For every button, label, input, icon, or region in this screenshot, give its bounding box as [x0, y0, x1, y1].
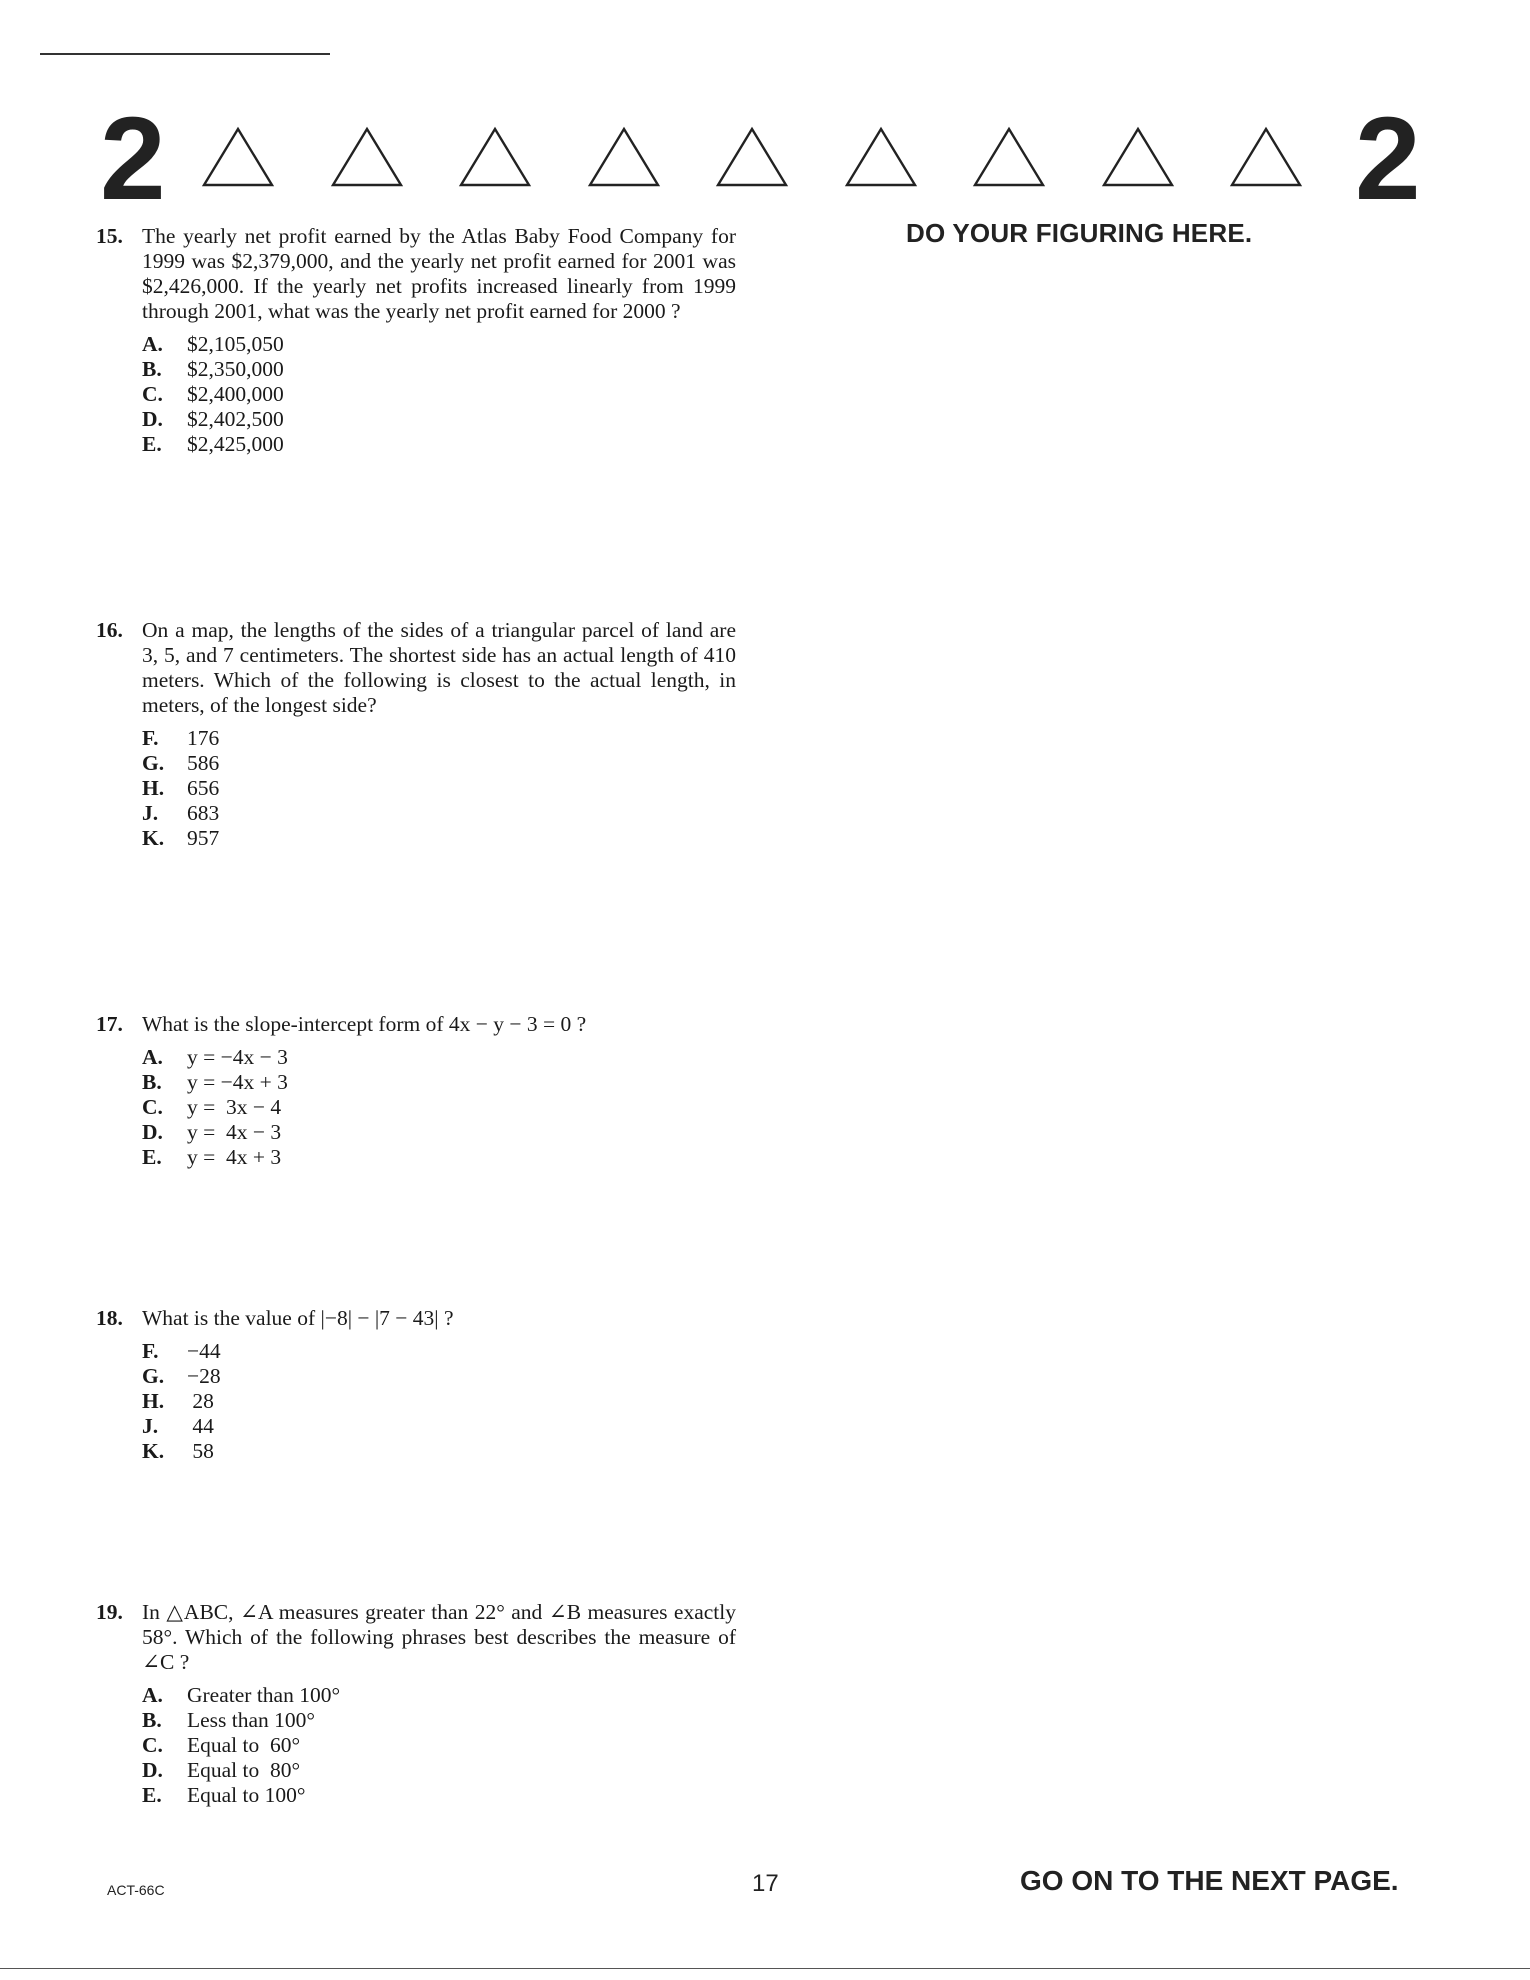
choice-value: $2,425,000	[187, 432, 284, 456]
answer-choice[interactable]	[142, 357, 736, 382]
choice-value: 656	[187, 776, 220, 800]
question-19	[96, 1600, 736, 1808]
answer-choice[interactable]	[142, 432, 736, 457]
choice-value: −28	[187, 1364, 221, 1388]
answer-choice[interactable]	[142, 332, 736, 357]
choice-label: G.	[142, 1364, 165, 1388]
answer-choices	[142, 1045, 736, 1170]
choice-label: F.	[142, 1339, 159, 1363]
answer-choice[interactable]	[142, 382, 736, 407]
choice-value: 28	[187, 1389, 214, 1413]
question-text: On a map, the lengths of the sides of a triangular parcel of land are 3, 5, and 7 centimeters. The shortest side has an actual length of 410 meters. Which of the following is closest to the actual length, in meters, of the longest side?	[142, 618, 736, 717]
triangle-icon	[1100, 125, 1176, 189]
choice-label: H.	[142, 1389, 165, 1413]
question-16	[96, 618, 736, 851]
choice-value: $2,105,050	[187, 332, 284, 356]
question-number: 18.	[96, 1306, 123, 1330]
form-code: ACT-66C	[107, 1882, 165, 1898]
answer-choice[interactable]	[142, 407, 736, 432]
triangle-icon	[1228, 125, 1304, 189]
answer-choice[interactable]	[142, 826, 736, 851]
choice-value: Greater than 100°	[187, 1683, 341, 1707]
choice-label: G.	[142, 751, 165, 775]
answer-choices	[142, 1683, 736, 1808]
choice-label: H.	[142, 776, 165, 800]
choice-value: y = 4x − 3	[187, 1120, 282, 1144]
choice-label: K.	[142, 1439, 165, 1463]
question-text: The yearly net profit earned by the Atlas Baby Food Company for 1999 was $2,379,000, and the yearly net profit earned for 2001 was $2,426,000. If the yearly net profits increased linearly from 1999 through 2001, what was the yearly net profit earned for 2000 ?	[142, 224, 736, 323]
question-18	[96, 1306, 736, 1464]
next-page-notice: GO ON TO THE NEXT PAGE.	[1020, 1865, 1399, 1896]
choice-label: K.	[142, 826, 165, 850]
choice-value: Equal to 80°	[187, 1758, 301, 1782]
answer-choice[interactable]	[142, 751, 736, 776]
answer-choices	[142, 1339, 736, 1464]
triangle-icon	[714, 125, 790, 189]
answer-choice[interactable]	[142, 1414, 736, 1439]
section-number-right: 2	[1355, 93, 1421, 225]
answer-choice[interactable]	[142, 1708, 736, 1733]
choice-label: B.	[142, 1708, 162, 1732]
triangle-icon	[586, 125, 662, 189]
answer-choice[interactable]	[142, 801, 736, 826]
choice-value: y = −4x + 3	[187, 1070, 288, 1094]
answer-choices	[142, 726, 736, 851]
choice-value: y = −4x − 3	[187, 1045, 288, 1069]
bottom-rule	[0, 1968, 1530, 1969]
answer-choice[interactable]	[142, 1783, 736, 1808]
choice-value: 586	[187, 751, 220, 775]
triangle-icon	[329, 125, 405, 189]
choice-value: $2,350,000	[187, 357, 284, 381]
triangle-icon	[971, 125, 1047, 189]
page-number: 17	[752, 1870, 779, 1897]
question-number: 16.	[96, 618, 123, 642]
choice-label: C.	[142, 1095, 163, 1119]
choice-label: J.	[142, 801, 159, 825]
choice-label: A.	[142, 1045, 163, 1069]
question-number: 17.	[96, 1012, 123, 1036]
triangle-icon	[457, 125, 533, 189]
choice-value: Less than 100°	[187, 1708, 316, 1732]
choice-value: $2,400,000	[187, 382, 284, 406]
question-17	[96, 1012, 736, 1170]
choice-value: −44	[187, 1339, 221, 1363]
choice-label: E.	[142, 1783, 162, 1807]
choice-value: $2,402,500	[187, 407, 284, 431]
answer-choice[interactable]	[142, 1683, 736, 1708]
answer-choice[interactable]	[142, 1758, 736, 1783]
choice-label: A.	[142, 332, 163, 356]
choice-value: 957	[187, 826, 220, 850]
triangle-icon	[200, 125, 276, 189]
answer-choice[interactable]	[142, 1339, 736, 1364]
answer-choice[interactable]	[142, 1070, 736, 1095]
choice-value: Equal to 100°	[187, 1783, 306, 1807]
choice-label: J.	[142, 1414, 159, 1438]
question-text: What is the slope-intercept form of 4x − y − 3 = 0 ?	[142, 1012, 587, 1036]
answer-choice[interactable]	[142, 776, 736, 801]
answer-choice[interactable]	[142, 1045, 736, 1070]
choice-label: D.	[142, 1120, 163, 1144]
answer-choice[interactable]	[142, 1733, 736, 1758]
choice-value: 683	[187, 801, 220, 825]
answer-choice[interactable]	[142, 1095, 736, 1120]
choice-label: D.	[142, 407, 163, 431]
choice-label: E.	[142, 432, 162, 456]
answer-choices	[142, 332, 736, 457]
choice-value: 58	[187, 1439, 214, 1463]
top-rule	[40, 53, 330, 55]
triangle-row	[0, 125, 1530, 195]
answer-choice[interactable]	[142, 1389, 736, 1414]
question-text: In △ABC, ∠A measures greater than 22° and ∠B measures exactly 58°. Which of the following phrases best describes the measure of ∠C ?	[142, 1600, 736, 1674]
choice-label: D.	[142, 1758, 163, 1782]
triangle-icon	[843, 125, 919, 189]
choice-label: B.	[142, 357, 162, 381]
answer-choice[interactable]	[142, 1145, 736, 1170]
answer-choice[interactable]	[142, 1439, 736, 1464]
question-number: 15.	[96, 224, 123, 248]
choice-value: y = 3x − 4	[187, 1095, 282, 1119]
choice-label: B.	[142, 1070, 162, 1094]
choice-label: E.	[142, 1145, 162, 1169]
section-number-left: 2	[100, 93, 166, 225]
choice-label: C.	[142, 1733, 163, 1757]
answer-choice[interactable]	[142, 1364, 736, 1389]
choice-label: C.	[142, 382, 163, 406]
choice-label: A.	[142, 1683, 163, 1707]
choice-value: y = 4x + 3	[187, 1145, 282, 1169]
question-15	[96, 224, 736, 457]
answer-choice[interactable]	[142, 1120, 736, 1145]
choice-value: 176	[187, 726, 220, 750]
choice-value: Equal to 60°	[187, 1733, 301, 1757]
question-number: 19.	[96, 1600, 123, 1624]
figuring-label: DO YOUR FIGURING HERE.	[906, 218, 1253, 248]
answer-choice[interactable]	[142, 726, 736, 751]
choice-value: 44	[187, 1414, 214, 1438]
choice-label: F.	[142, 726, 159, 750]
question-text: What is the value of |−8| − |7 − 43| ?	[142, 1306, 454, 1330]
